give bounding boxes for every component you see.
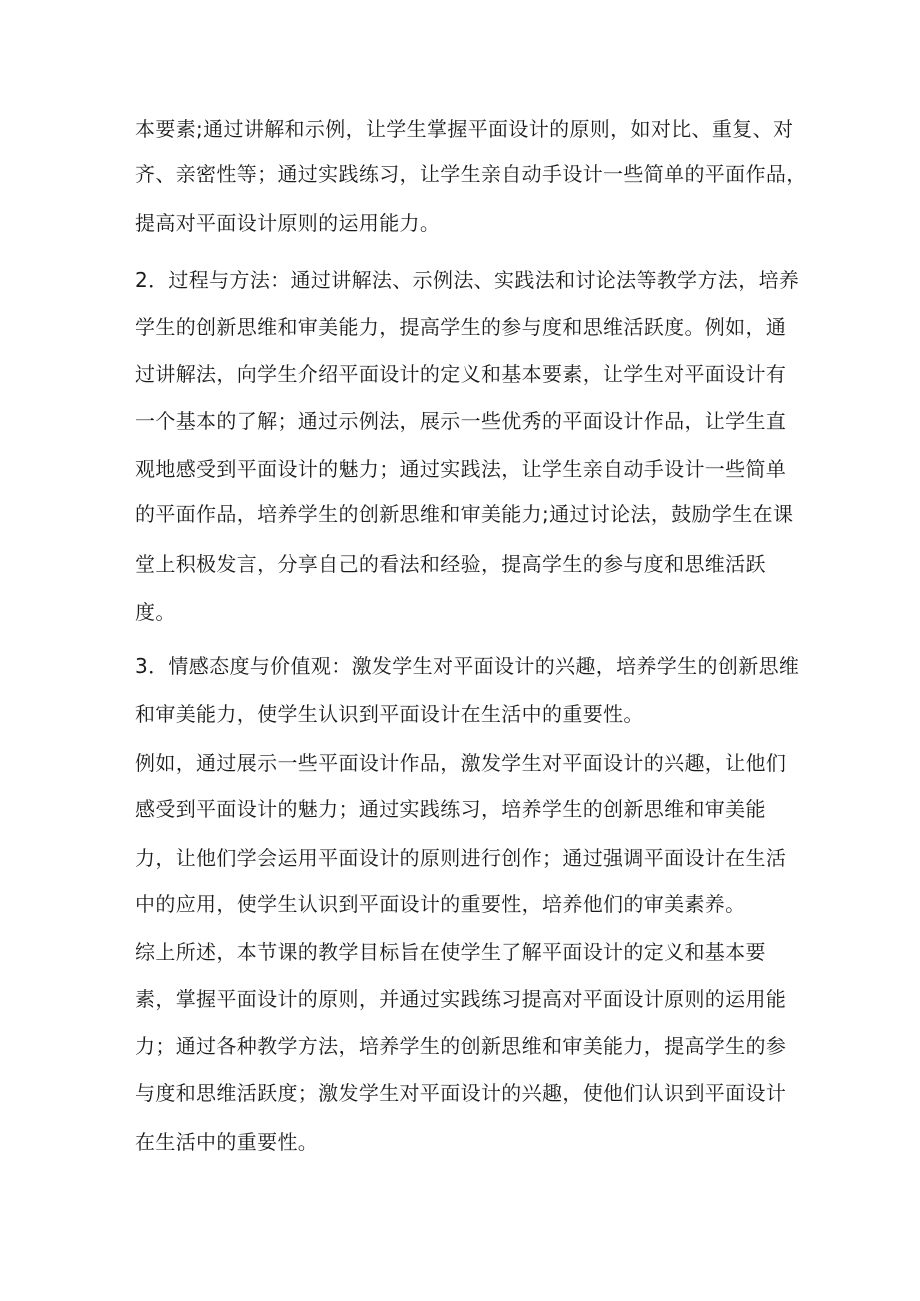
- text-line: 齐、亲密性等；通过实践练习，让学生亲自动手设计一些简单的平面作品，: [135, 162, 807, 186]
- text-line: 学生的创新思维和审美能力，提高学生的参与度和思维活跃度。例如，通: [135, 315, 787, 339]
- text-line: 素，掌握平面设计的原则，并通过实践练习提高对平面设计原则的运用能: [135, 987, 787, 1011]
- text-line: 提高对平面设计原则的运用能力。: [135, 211, 441, 235]
- text-line: 3．情感态度与价值观：激发学生对平面设计的兴趣，培养学生的创新思维: [135, 654, 800, 678]
- text-line: 和审美能力，使学生认识到平面设计在生活中的重要性。: [135, 702, 644, 726]
- text-line: 中的应用，使学生认识到平面设计的重要性，培养他们的审美素养。: [135, 892, 746, 916]
- text-line: 堂上积极发言，分享自己的看法和经验，提高学生的参与度和思维活跃: [135, 552, 766, 576]
- text-line: 本要素;通过讲解和示例，让学生掌握平面设计的原则，如对比、重复、对: [135, 117, 794, 141]
- text-line: 的平面作品，培养学生的创新思维和审美能力;通过讨论法，鼓励学生在课: [135, 502, 794, 526]
- text-line: 力；通过各种教学方法，培养学生的创新思维和审美能力，提高学生的参: [135, 1034, 787, 1058]
- text-line: 与度和思维活跃度；激发学生对平面设计的兴趣，使他们认识到平面设计: [135, 1081, 787, 1105]
- text-line: 一个基本的了解；通过示例法，展示一些优秀的平面设计作品，让学生直: [135, 409, 787, 433]
- text-line: 感受到平面设计的魅力；通过实践练习，培养学生的创新思维和审美能: [135, 797, 766, 821]
- text-line: 力，让他们学会运用平面设计的原则进行创作；通过强调平面设计在生活: [135, 846, 787, 870]
- text-line: 观地感受到平面设计的魅力；通过实践法，让学生亲自动手设计一些简单: [135, 457, 787, 481]
- text-line: 综上所述，本节课的教学目标旨在使学生了解平面设计的定义和基本要: [135, 940, 766, 964]
- text-line: 在生活中的重要性。: [135, 1130, 319, 1154]
- text-line: 例如，通过展示一些平面设计作品，激发学生对平面设计的兴趣，让他们: [135, 751, 787, 775]
- text-line: 度。: [135, 600, 176, 624]
- text-line: 过讲解法，向学生介绍平面设计的定义和基本要素，让学生对平面设计有: [135, 362, 787, 386]
- text-line: 2．过程与方法：通过讲解法、示例法、实践法和讨论法等教学方法，培养: [135, 268, 800, 292]
